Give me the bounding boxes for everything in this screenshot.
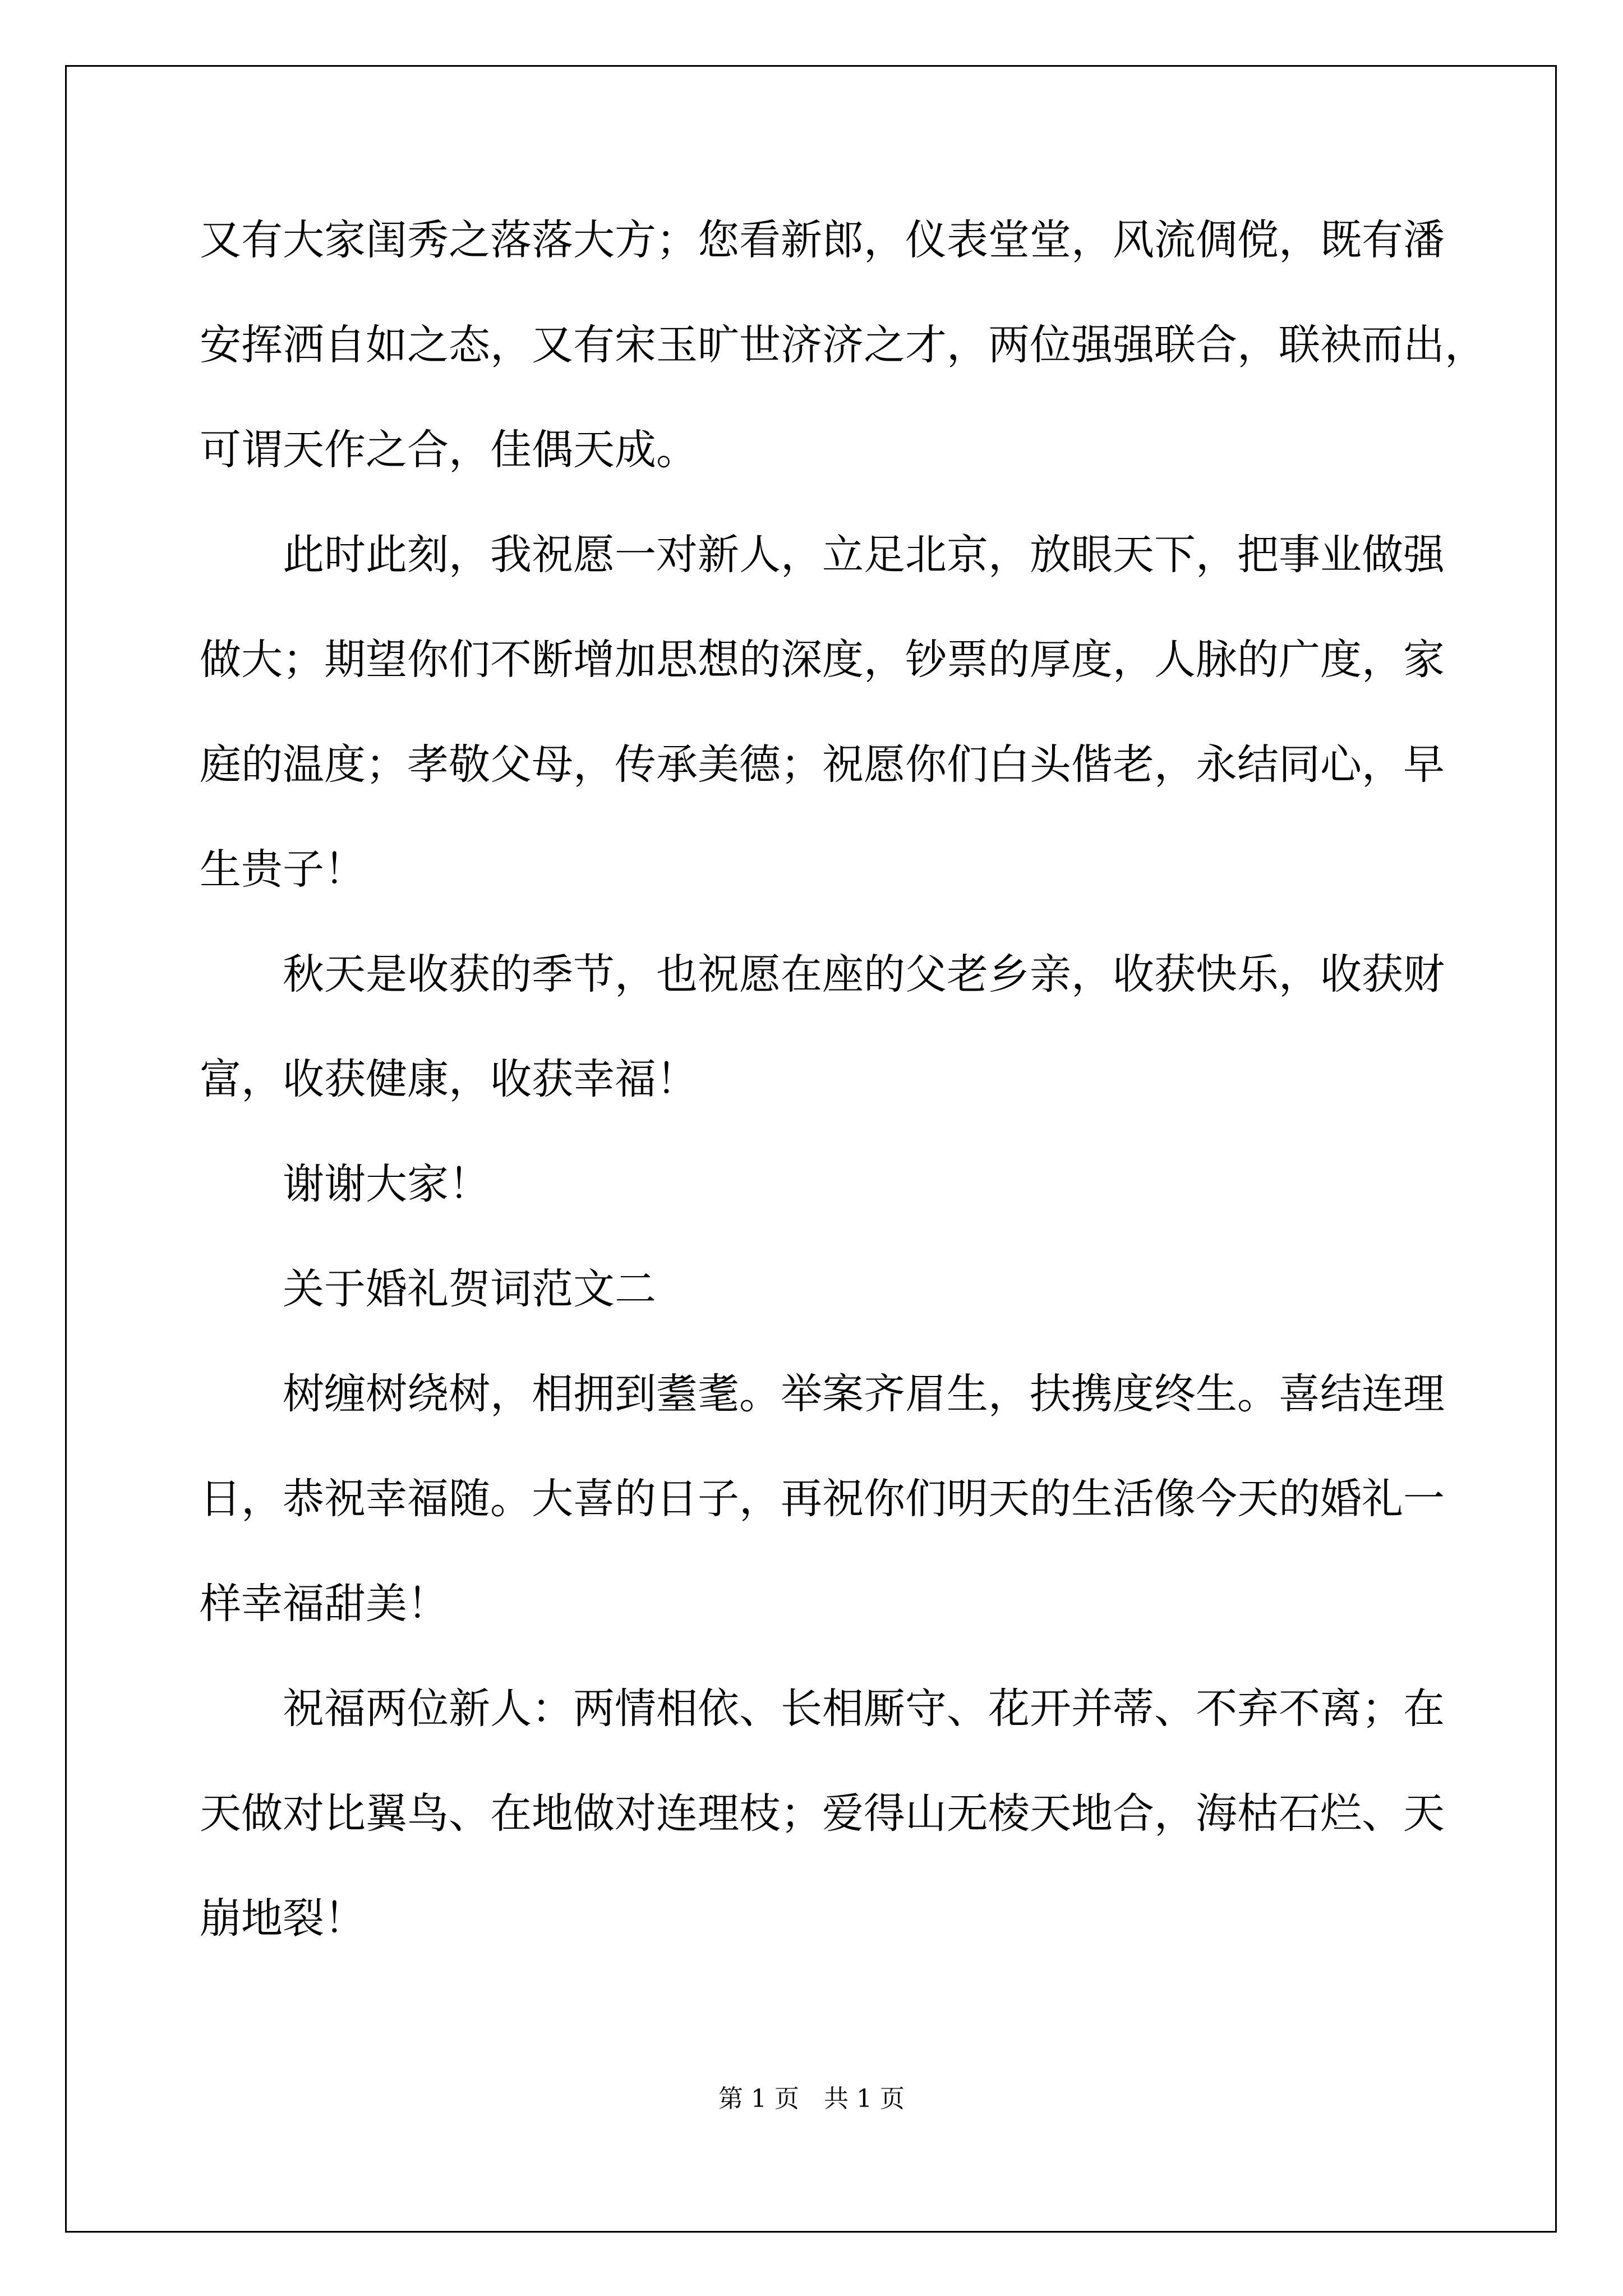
text-line: 树缠树绕树，相拥到耋耄。举案齐眉生，扶携度终生。喜结连理 — [283, 1370, 1445, 1418]
text-line: 又有大家闺秀之落落大方；您看新郎，仪表堂堂，风流倜傥，既有潘 — [200, 216, 1445, 264]
text-line: 天做对比翼鸟、在地做对连理枝；爱得山无棱天地合，海枯石烂、天 — [200, 1789, 1445, 1838]
text-line: 崩地裂！ — [200, 1894, 366, 1943]
text-line: 秋天是收获的季节，也祝愿在座的父老乡亲，收获快乐，收获财 — [283, 950, 1445, 999]
text-line: 生贵子！ — [200, 845, 366, 894]
page-number-footer: 第 1 页 共 1 页 — [718, 2085, 905, 2113]
text-line: 此时此刻，我祝愿一对新人，立足北京，放眼天下，把事业做强 — [283, 531, 1445, 579]
text-line: 富，收获健康，收获幸福！ — [200, 1055, 698, 1103]
text-line: 安挥洒自如之态，又有宋玉旷世济济之才，两位强强联合，联袂而出， — [200, 321, 1486, 369]
text-line: 日，恭祝幸福随。大喜的日子，再祝你们明天的生活像今天的婚礼一 — [200, 1475, 1445, 1523]
text-line: 可谓天作之合，佳偶天成。 — [200, 426, 698, 474]
section-heading: 关于婚礼贺词范文二 — [283, 1265, 656, 1313]
text-line: 谢谢大家！ — [283, 1160, 490, 1208]
text-line: 做大；期望你们不断增加思想的深度，钞票的厚度，人脉的广度，家 — [200, 636, 1445, 684]
text-line: 庭的温度；孝敬父母，传承美德；祝愿你们白头偕老，永结同心，早 — [200, 740, 1445, 789]
text-line: 祝福两位新人：两情相依、长相厮守、花开并蒂、不弃不离；在 — [283, 1685, 1445, 1733]
text-line: 样幸福甜美！ — [200, 1580, 449, 1628]
